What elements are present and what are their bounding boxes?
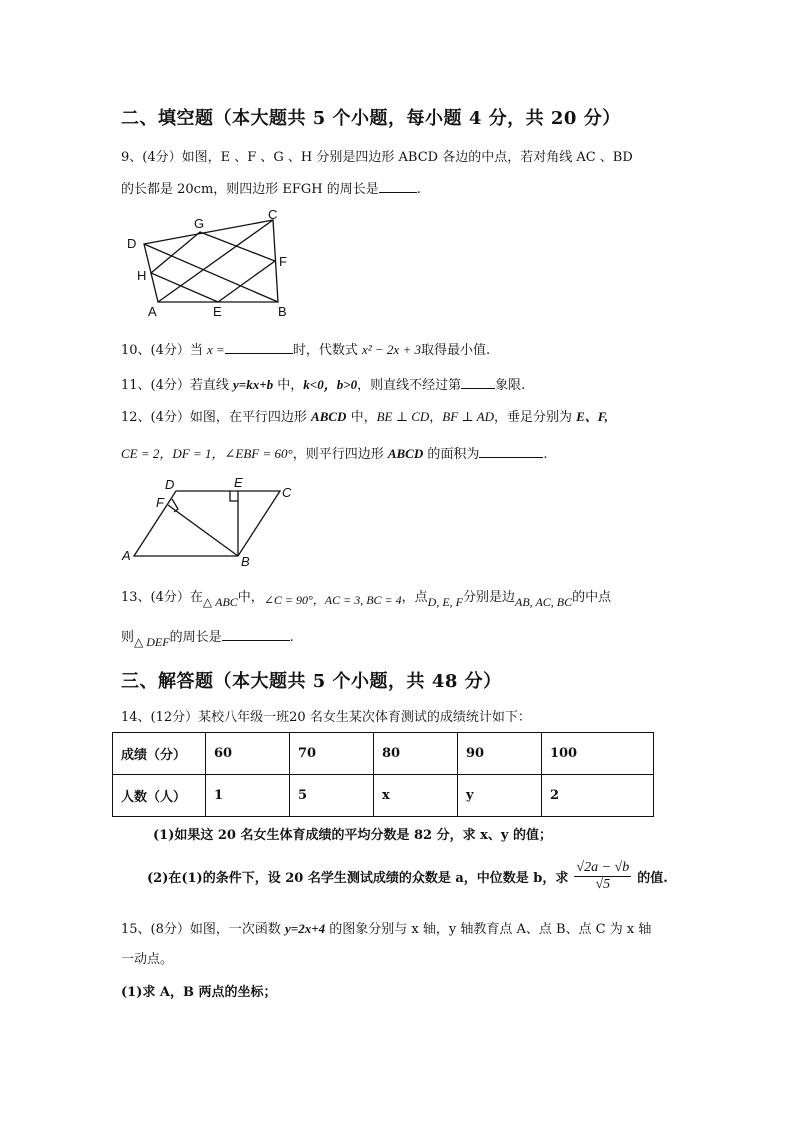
q11-mid: 中， <box>277 378 304 393</box>
q9-label-b: B <box>278 304 287 319</box>
q13-mid2: ，点 <box>401 590 428 605</box>
q15-line2: 一动点。 <box>121 952 174 967</box>
q9-label-d: D <box>127 236 137 251</box>
table-cell: 100 <box>541 733 653 775</box>
q9-quad-abcd <box>144 220 278 302</box>
q12-segment-bf <box>168 505 238 556</box>
q9-quadrilateral-figure <box>118 208 308 320</box>
q12-line1-c: ，垂足分别为 <box>493 410 572 425</box>
q13-answer-blank[interactable] <box>222 628 290 641</box>
q14-part2-a: (2)在(1)的条件下，设 20 名学生测试成绩的众数是 a，中位数是 b，求 <box>147 871 569 886</box>
q12-line1 <box>121 406 608 425</box>
q10-suffix: 取得最小值. <box>420 343 491 358</box>
q12-abcd: ABCD <box>311 409 347 424</box>
q12-label-f: F <box>156 495 164 510</box>
table-cell: 1 <box>206 775 290 817</box>
q12-line2-b: ，则平行四边形 <box>292 447 384 462</box>
q12-ef: E、F, <box>576 409 609 424</box>
q12-line2 <box>121 443 548 462</box>
q13-mid3: 分别是边 <box>462 590 515 605</box>
q9-label-e: E <box>213 304 222 319</box>
q13-triangle-def: △ DEF <box>134 635 170 649</box>
table-cell: 人数（人） <box>113 775 206 817</box>
q12-abcd-2: ABCD <box>387 446 424 461</box>
section-2-heading: 二、填空题（本大题共 5 个小题，每小题 4 分，共 20 分） <box>121 108 621 129</box>
q12-parallelogram-figure <box>118 476 308 568</box>
q13-sides: AB, AC, BC <box>515 595 573 609</box>
table-cell: 90 <box>457 733 541 775</box>
table-cell: x <box>373 775 457 817</box>
q10-mid: 时，代数式 <box>292 343 358 358</box>
q13-line1 <box>121 586 612 609</box>
q13-triangle: △ ABC <box>202 595 238 609</box>
q15-line1-b: 的图象分别与 x 轴，y 轴教育点 A、点 B、点 C 为 x 轴 <box>329 922 652 937</box>
q11-line <box>121 374 525 393</box>
q9-quad-efgh <box>151 232 275 302</box>
q12-line2-c: 的面积为 <box>427 447 480 462</box>
q14-fraction-denominator: √5 <box>595 877 611 892</box>
q10-expression: x² − 2x + 3 <box>361 342 421 357</box>
q13-mid: 中， <box>237 590 264 605</box>
q10-var: x = <box>207 342 225 357</box>
q13-line2-end: . <box>289 630 294 645</box>
q9-answer-blank[interactable] <box>379 180 417 193</box>
q9-line2-text: 的长都是 20cm，则四边形 EFGH 的周长是 <box>121 182 379 197</box>
q15-equation: y=2x+4 <box>285 921 326 936</box>
q9-line2-end: . <box>416 182 421 197</box>
q12-label-d: D <box>165 477 175 492</box>
q9-label-c: C <box>268 208 278 222</box>
table-cell: 2 <box>541 775 653 817</box>
q12-sep: ， <box>429 410 443 425</box>
q12-right-angle-e <box>230 491 238 501</box>
q9-diagonal-ac <box>158 220 273 302</box>
q12-line1-b: 中， <box>350 410 377 425</box>
q14-fraction <box>574 860 631 893</box>
q15-part1: (1)求 A，B 两点的坐标； <box>121 985 277 1000</box>
q14-part2 <box>147 860 668 893</box>
q9-line1: 9、(4分）如图，E 、F 、G 、H 分别是四边形 ABCD 各边的中点，若对角线 AC 、BD <box>121 150 633 165</box>
q12-cond1: BE ⊥ CD <box>376 409 430 424</box>
q12-values: CE = 2，DF = 1，∠EBF = 60° <box>121 446 293 461</box>
q12-label-c: C <box>282 485 292 500</box>
q12-answer-blank[interactable] <box>479 445 543 458</box>
q12-line1-a: 12、(4分）如图，在平行四边形 <box>121 410 307 425</box>
q10-answer-blank[interactable] <box>225 341 293 354</box>
table-cell: 80 <box>373 733 457 775</box>
q12-label-b: B <box>241 554 250 568</box>
q15-line1-a: 15、(8分）如图，一次函数 <box>121 922 281 937</box>
q10-line <box>121 339 490 358</box>
q9-line2 <box>121 178 421 197</box>
q14-score-table <box>112 732 654 817</box>
table-row <box>113 775 654 817</box>
q14-part2-b: 的值. <box>637 871 668 886</box>
q11-tail: ，则直线不经过第 <box>357 378 462 393</box>
q11-equation: y=kx+b <box>233 377 274 392</box>
q14-fraction-numerator: √2a − √b <box>576 860 630 875</box>
section-3-heading: 三、解答题（本大题共 5 个小题，共 48 分） <box>121 671 502 692</box>
q12-label-e: E <box>234 476 243 490</box>
q13-line2-a: 则 <box>121 630 135 645</box>
q9-label-g: G <box>194 216 205 231</box>
q13-line2-b: 的周长是 <box>169 630 222 645</box>
q13-prefix: 13、(4分）在 <box>121 590 203 605</box>
table-cell: 成绩（分） <box>113 733 206 775</box>
q11-prefix: 11、(4分）若直线 <box>121 378 229 393</box>
q9-label-f: F <box>279 254 287 269</box>
q9-label-a: A <box>148 304 157 319</box>
q13-points: D, E, F <box>427 595 463 609</box>
table-cell: 70 <box>289 733 373 775</box>
table-cell: y <box>457 775 541 817</box>
q13-condition: ∠C = 90°，AC = 3, BC = 4 <box>263 593 402 607</box>
q12-label-a: A <box>122 548 131 563</box>
q11-condition: k<0，b>0 <box>303 377 358 392</box>
q14-part1: (1)如果这 20 名女生体育成绩的平均分数是 82 分，求 x、y 的值； <box>153 828 552 843</box>
table-row <box>113 733 654 775</box>
q11-answer-blank[interactable] <box>461 376 495 389</box>
q12-cond2: BF ⊥ AD <box>442 409 494 424</box>
q13-line2 <box>121 626 294 649</box>
q14-intro: 14、(12分）某校八年级一班20 名女生某次体育测试的成绩统计如下： <box>121 710 531 725</box>
table-cell: 60 <box>206 733 290 775</box>
q12-line2-end: . <box>543 447 548 462</box>
q15-line1 <box>121 918 651 937</box>
q10-prefix: 10、(4分）当 <box>121 343 203 358</box>
q11-suffix: 象限. <box>495 378 526 393</box>
table-cell: 5 <box>289 775 373 817</box>
q9-label-h: H <box>137 268 147 283</box>
q13-suffix: 的中点 <box>572 590 612 605</box>
